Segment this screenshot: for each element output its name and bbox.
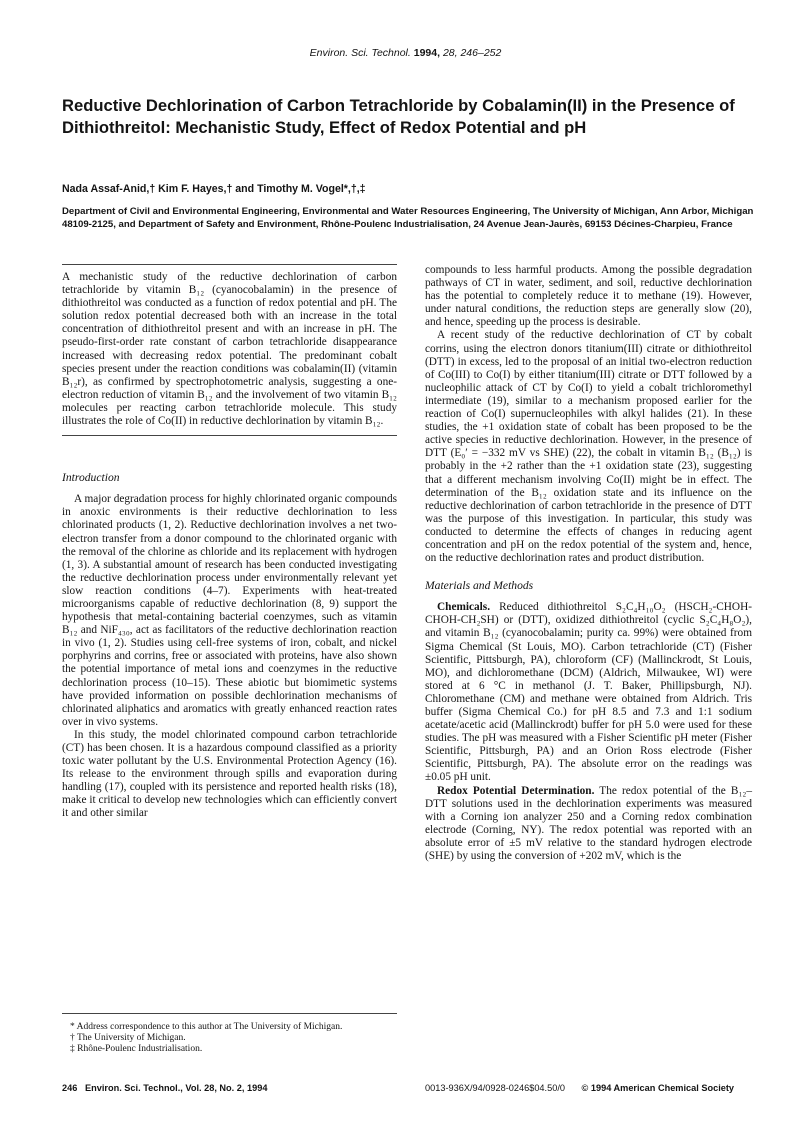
paragraph (425, 601, 752, 784)
affiliation: Department of Civil and Environmental Engineering, Environmental and Water Resources Engineering, The University of Michigan, Ann Arbor, Michigan 48109-2125, and Department of Safety and Environment, Rhône-Poulenc Industrialisation, 24 Avenue Jean-Jaurès, 69153 Décines-Charpieu, France (62, 206, 754, 230)
left-column (62, 264, 397, 821)
footnote: † The University of Michigan. (70, 1033, 186, 1044)
copyright: © 1994 American Chemical Society (581, 1083, 735, 1093)
journal-year: 1994, (413, 47, 441, 59)
run-in-heading: Chemicals. (437, 601, 491, 614)
paragraph (425, 785, 752, 864)
author-list: Nada Assaf-Anid,† Kim F. Hayes,† and Timothy M. Vogel*,†,‡ (62, 183, 366, 195)
paragraph-text: The redox potential of the B₁₂–DTT solutions used in the dechlorination experiments was measured with a Corning ion analyzer 250 and a Corning redox combination electrode (Corning, NY). The redox potential was reported with an absolute error of ±5 mV relative to the standard hydrogen electrode (SHE) by using the conversion of +202 mV, which is the (425, 784, 752, 863)
journal-volume: 28, (442, 47, 458, 59)
run-in-heading: Redox Potential Determination. (437, 784, 595, 797)
introduction-heading: Introduction (62, 471, 120, 485)
paragraph: A recent study of the reductive dechlorination of CT by cobalt corrins, using the electron donors titanium(III) citrate or dithiothreitol (DTT) in excess, led to the proposal of an initial two-electron reduction of Co(III) to Co(I) by either titanium(III) citrate or DTT followed by a nucleophilic attack of CT by Co(I) to yield a cobalt trichloromethyl intermediate (19), similar to a mechanism proposed earlier for the reaction of Co(I) supernucleophiles with alkyl halides (21). In these studies, the +1 oxidation state of cobalt has been proposed to be the active species in reductive dechlorination. However, in the presence of DTT (E₀′ = −332 mV vs SHE) (22), the cobalt in vitamin B₁₂ (B₁₂) is probably in the +2 rather than the +1 oxidation state (23), suggesting that a different mechanism involving Co(II) might be in effect. The determination of the B₁₂ oxidation state and its influence on the reductive dechlorination of carbon tetrachloride in the presence of DTT was the purpose of this investigation. In particular, this study was conducted to determine the effects of changes in reducing agent concentration and pH on the redox potential of the system and, hence, on the reductive dechlorination rates and product distribution. (425, 329, 752, 565)
paragraph: compounds to less harmful products. Among the possible degradation pathways of CT in water, sediment, and soil, reductive dechlorination has the potential to completely reduce it to methane (19). However, under natural conditions, the reduction steps are generally slow (20), and hence, speeding up the process is desirable. (425, 264, 752, 329)
paragraph: A major degradation process for highly chlorinated organic compounds in anoxic environments is their reductive dechlorination to less chlorinated products (1, 2). Reductive dechlorination involves a net two-electron transfer from a donor compound to the chlorinated organic with the removal of the chlorine as chloride and its replacement with hydrogen (1, 3). A substantial amount of research has been conducted investigating the reductive dechlorination process under environmentally relevant yet slow reaction conditions (4–7). Experiments with heat-treated microorganisms capable of reductive dechlorination (8, 9) support the hypothesis that metal-containing bacterial coenzymes, such as vitamin B₁₂ and NiF₄₃₀, act as facilitators of the reductive dechlorination reaction in vivo (1, 2). Studies using cell-free systems of iron, cobalt, and nickel porphyrins and corrins, free or associated with proteins, have also shown the potential importance of metal ions and coenzymes in the reductive dechlorination process (10–15). These abiotic but biomimetic systems have provided information on possible dechlorination mechanisms of chlorinated aliphatics and aromatics with greatly enhanced reaction rates over in vivo systems. (62, 493, 397, 728)
paragraph: In this study, the model chlorinated compound carbon tetrachloride (CT) has been chosen. It is a hazardous compound classified as a priority toxic water pollutant by the U.S. Environmental Protection Agency (16). Its release to the environment through spills and evaporation during handling (17), coupled with its persistence and reported health risks (18), make it critical to develop new technologies which can efficiently convert it and other similar (62, 728, 397, 820)
copyright-line (425, 1083, 752, 1093)
right-column (425, 264, 752, 863)
footnote: ‡ Rhône-Poulenc Industrialisation. (70, 1044, 203, 1055)
abstract: A mechanistic study of the reductive dechlorination of carbon tetrachloride by vitamin B₁₂ (cyanocobalamin) in the presence of dithiothreitol was conducted as a function of redox potential and pH. The solution redox potential decreased both with an increase in the total concentration of dithiothreitol present and with an increase in pH. The pseudo-first-order rate constant of carbon tetrachloride disappearance increased with decreasing redox potential. The predominant cobalt species present under the reaction conditions was cobalamin(II) (vitamin B₁₂r), as confirmed by spectrophotometric analysis, suggesting a one-electron reduction of vitamin B₁₂ and the involvement of two vitamin B₁₂ molecules per reacting carbon tetrachloride molecule. This study illustrates the role of Co(II) in reductive dechlorination by vitamin B₁₂. (62, 264, 397, 436)
footnote: * Address correspondence to this author at The University of Michigan. (70, 1022, 343, 1032)
running-head (0, 47, 811, 59)
article-code: 0013-936X/94/0928-0246$04.50/0 (425, 1083, 565, 1093)
journal-name: Environ. Sci. Technol. (309, 47, 411, 59)
footnotes (62, 1013, 397, 1055)
methods-heading: Materials and Methods (425, 579, 534, 593)
article-title: Reductive Dechlorination of Carbon Tetrachloride by Cobalamin(II) in the Presence of Dithiothreitol: Mechanistic Study, Effect of Redox Potential and pH (62, 96, 735, 137)
paragraph-text: Reduced dithiothreitol S₂C₄H₁₀O₂ (HSCH₂-CHOH-CHOH-CH₂SH) or (DTT), oxidized dithiothreitol (cyclic S₂C₄H₈O₂), and vitamin B₁₂ (cyanocobalamin; purity ca. 99%) were obtained from Sigma Chemical (St Louis, MO). Carbon tetrachloride (CT) (Fisher Scientific, Pittsburgh, PA), chloroform (CF) (Mallinckrodt, St Louis, MO), and dichloromethane (DCM) (Aldrich, Milwaukee, WI) were stored at 6 °C in methanol (J. T. Baker, Phillipsburgh, NJ). Chloromethane (CM) and methane were obtained from Aldrich. Tris buffer (Sigma Chemical Co.) for pH 8.5 and 7.3 and 1:1 sodium acetate/acetic acid (Mallinckrodt) buffer for pH 5.0 were used for these studies. The pH was measured with a Fisher Scientific pH meter (Fisher Scientific, Pittsburgh, PA) and an Orion Ross electrode (Fisher Scientific, Pittsburgh, PA). The absolute error on the readings was ±0.05 pH unit. (425, 601, 752, 784)
page-citation: 246 Environ. Sci. Technol., Vol. 28, No. 2, 1994 (62, 1083, 268, 1093)
journal-pages: 246–252 (460, 47, 502, 59)
